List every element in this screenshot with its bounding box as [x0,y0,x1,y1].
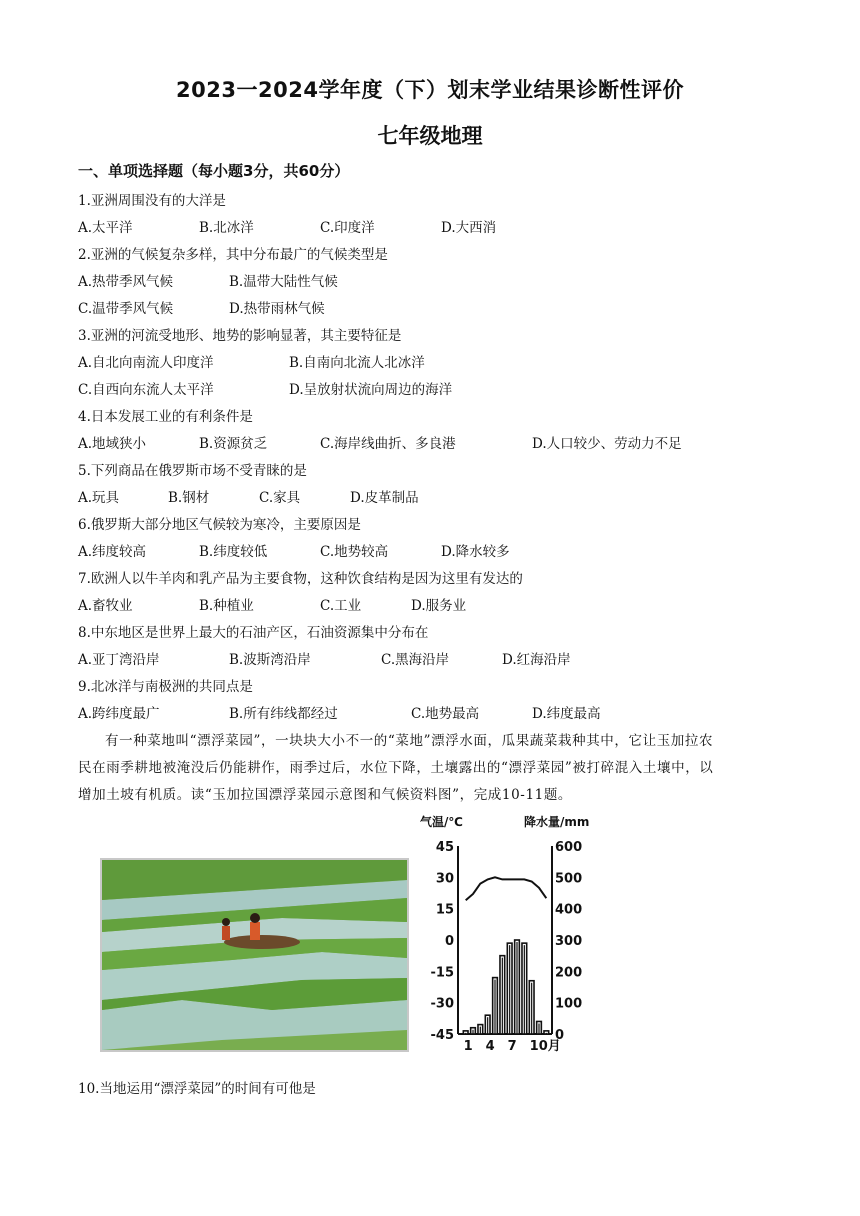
question-option: A.自北向南流人印度洋 [78,355,214,371]
question-stem: 5.下列商品在俄罗斯市场不受青睐的是 [78,463,307,479]
question-option: C.海岸线曲折、多良港 [320,436,456,452]
question-option: B.北冰洋 [199,220,254,236]
precip-tick-label: 0 [555,1028,565,1043]
question-option: C.地势最高 [411,706,480,722]
question-option: D.降水较多 [441,544,510,560]
question-option: A.地域狭小 [78,436,147,452]
temp-tick-label: 45 [435,840,454,855]
question-stem: 3.亚洲的河流受地形、地势的影响显著，其主要特征是 [78,328,402,344]
precip-tick-label: 300 [555,934,583,949]
climate-chart-svg [418,812,590,1064]
question-option: A.亚丁湾沿岸 [78,652,160,668]
temp-tick-label: 30 [435,871,454,887]
precip-tick-label: 400 [555,902,583,918]
month-tick-label: 4 [485,1039,495,1054]
question-option: D.大西消 [441,220,497,236]
question-option: B.自南向北流人北冰洋 [289,355,425,371]
question-stem: 8.中东地区是世界上最大的石油产区，石油资源集中分布在 [78,625,429,641]
temp-tick-label: 0 [444,934,454,949]
question-option: A.跨纬度最广 [78,706,160,722]
question-stem: 6.俄罗斯大部分地区气候较为寒冷，主要原因是 [78,517,361,533]
question-option: B.波斯湾沿岸 [229,652,311,668]
question-option: D.呈放射状流向周边的海洋 [289,382,453,398]
question-option: D.红海沿岸 [502,652,571,668]
question-option: A.热带季风气候 [78,274,174,290]
question-option: D.服务业 [411,598,467,614]
precip-tick-label: 100 [555,996,583,1012]
temp-tick-label: -30 [430,996,454,1012]
question-option: B.所有纬线都经过 [229,706,338,722]
passage-line: 有一种菜地叫“漂浮菜园”，一块块大小不一的“菜地”漂浮水面，瓜果蔬菜栽种其中，它让玉加拉农 [105,733,714,749]
section-heading: 一、单项选择题（每小题3分，共60分） [78,162,350,180]
temp-tick-label: -45 [430,1028,454,1043]
month-tick-label: 10月 [529,1039,561,1054]
question-stem: 7.欧洲人以牛羊肉和乳产品为主要食物，这种饮食结构是因为这里有发达的 [78,571,523,587]
question-stem: 1.亚洲周围没有的大洋是 [78,193,226,209]
temp-axis-label: 气温/℃ [420,815,463,829]
floating-garden-illustration [102,860,407,1050]
question-option: C.工业 [320,598,362,614]
climate-chart [418,812,590,1064]
temperature-curve [466,877,547,900]
question-option: C.温带季风气候 [78,301,174,317]
month-tick-label: 7 [507,1039,517,1054]
question-stem: 2.亚洲的气候复杂多样，其中分布最广的气候类型是 [78,247,388,263]
question-option: D.皮革制品 [350,490,419,506]
passage-line: 民在雨季耕地被淹没后仍能耕作，雨季过后，水位下降，土壤露出的“漂浮菜园”被打碎混入土壤中，以 [78,760,714,776]
question-option: A.畜牧业 [78,598,133,614]
question-option: A.纬度较高 [78,544,147,560]
temp-tick-label: -15 [430,965,454,981]
question-option: D.热带雨林气候 [229,301,325,317]
precip-axis-label: 降水量/mm [524,815,590,829]
temp-tick-label: 15 [435,902,454,918]
question-stem: 9.北冰洋与南极洲的共同点是 [78,679,253,695]
question-option: B.纬度较低 [199,544,268,560]
question-option: C.家具 [259,490,301,506]
passage-line: 增加土坡有机质。读“玉加拉国漂浮菜园示意图和气候资料图”，完成10-11题。 [78,787,573,803]
question-option: B.种植业 [199,598,254,614]
question-stem: 10.当地运用“漂浮菜园”的时间有可他是 [78,1081,316,1097]
question-option: A.玩具 [78,490,120,506]
precip-tick-label: 200 [555,965,583,981]
question-option: C.自西向东流人太平洋 [78,382,214,398]
reading-passage [78,728,783,809]
question-option: C.黑海沿岸 [381,652,450,668]
precip-tick-label: 500 [555,871,583,887]
question-option: B.资源贫乏 [199,436,268,452]
precip-tick-label: 600 [555,840,583,855]
question-option: D.人口较少、劳动力不足 [532,436,682,452]
month-tick-label: 1 [463,1039,473,1054]
exam-subtitle: 七年级地理 [377,124,483,148]
floating-garden-photo [100,858,409,1052]
question-option: A.太平洋 [78,220,133,236]
question-option: C.印度洋 [320,220,375,236]
question-stem: 4.日本发展工业的有利条件是 [78,409,253,425]
question-option: C.地势较高 [320,544,389,560]
exam-title: 2023一2024学年度（下）划末学业结果诊断性评价 [176,78,684,102]
question-option: B.钢材 [168,490,210,506]
question-option: D.纬度最高 [532,706,601,722]
question-option: B.温带大陆性气候 [229,274,338,290]
